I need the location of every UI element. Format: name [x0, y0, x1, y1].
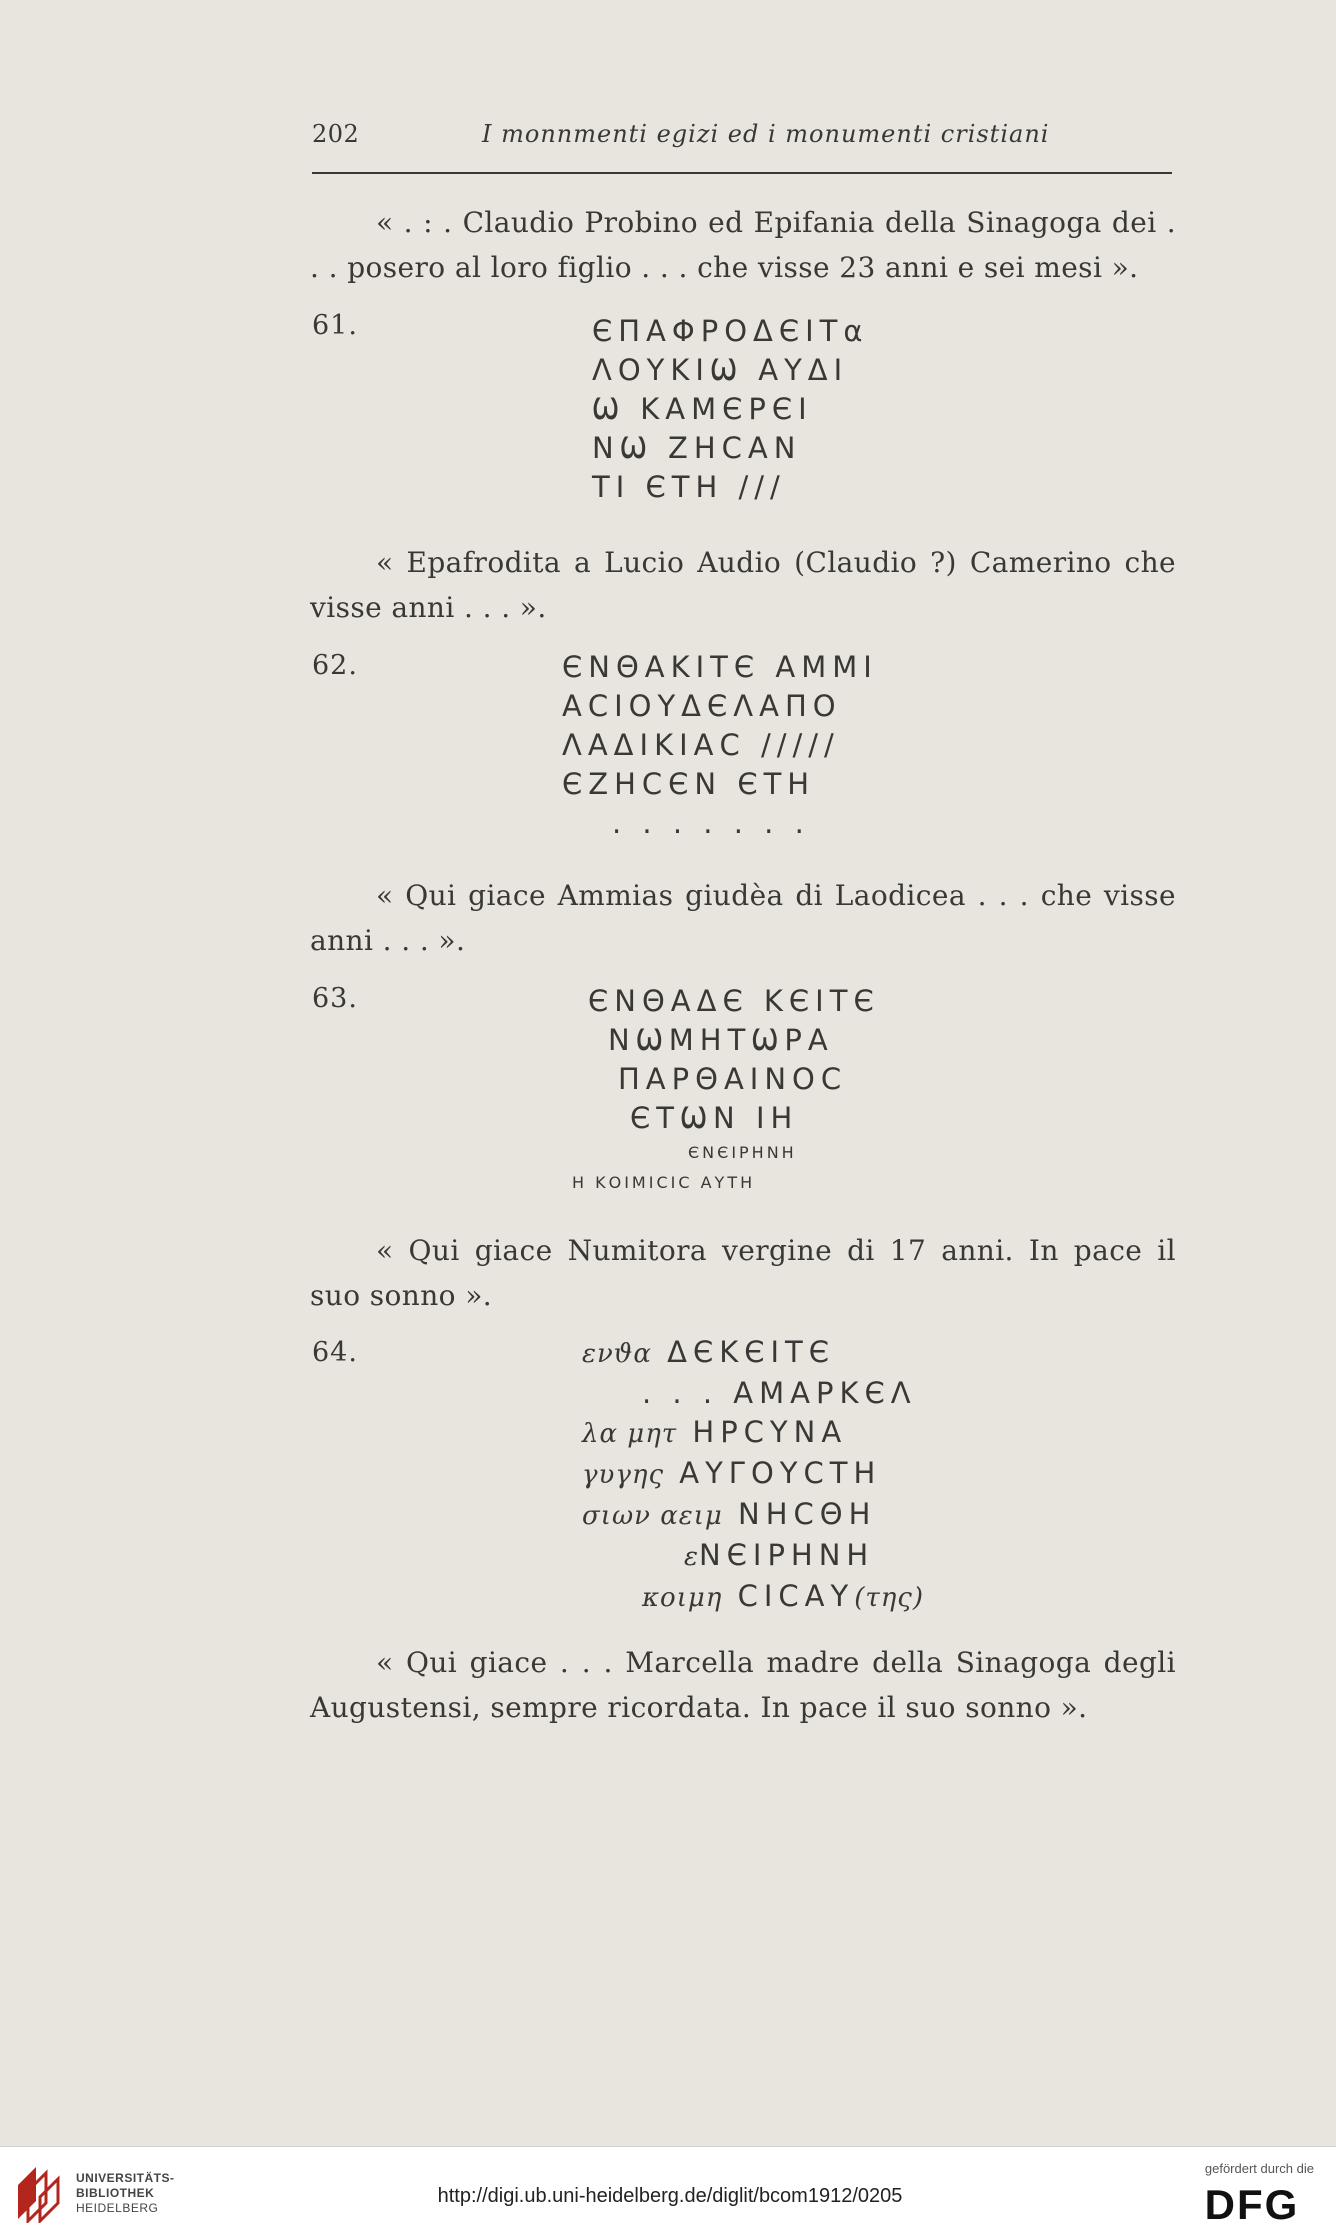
inscription-line: ΑϹΙΟΥΔЄΛΑΠΟ [562, 689, 842, 723]
cursive-text: σιων αειμ [582, 1501, 723, 1531]
inscription-61 [592, 312, 869, 507]
cursive-text: (της) [854, 1583, 925, 1613]
inscription-line: ЄΝΘΑΚΙΤЄ ΑΜΜΙ [562, 650, 878, 684]
inscription-62 [562, 648, 878, 843]
translation-paragraph-1 [310, 200, 1176, 290]
capital-text: ΔЄΚЄΙΤЄ [667, 1335, 835, 1369]
translation-paragraph-2 [310, 540, 1176, 630]
inscription-number-61: 61. [312, 310, 358, 341]
cursive-text: γυγης [582, 1460, 665, 1490]
inscription-63 [572, 982, 880, 1198]
inscription-line: ΛΟΥΚΙѠ ΑΥΔΙ [592, 353, 849, 387]
header-rule [312, 172, 1172, 174]
viewer-footer [0, 2146, 1336, 2239]
inscription-line: ΝѠ ΖΗϹΑΝ [592, 431, 802, 465]
inscription-line [582, 1454, 924, 1495]
cursive-text: κοιμη [642, 1583, 723, 1613]
inscription-line: ΠΑΡΘΑΙΝΟϹ [618, 1062, 848, 1096]
inscription-line: ЄΤѠΝ ΙΗ [630, 1101, 799, 1135]
capital-text: ϹΙϹΑΥ [737, 1579, 855, 1613]
inscription-line: ЄΝΘΑΔЄ ΚЄΙΤЄ [588, 984, 880, 1018]
inscription-line [582, 1413, 924, 1454]
translation-paragraph-4 [310, 1228, 1176, 1318]
inscription-line: ΤΙ ЄΤΗ /// [592, 470, 786, 504]
institution-line: BIBLIOTHEK [76, 2186, 155, 2200]
funding-caption: gefördert durch die [1204, 2161, 1314, 2176]
inscription-line-small: Η ΚΟΙΜΙϹΙϹ ΑΥΤΗ [572, 1173, 756, 1192]
capital-text: ΗΡϹΥΝΑ [692, 1415, 848, 1449]
inscription-number-62: 62. [312, 650, 358, 681]
institution-line: UNIVERSITÄTS- [76, 2171, 175, 2185]
page-number: 202 [312, 120, 360, 148]
inscription-line [582, 1536, 924, 1577]
inscription-line: ΝѠΜΗΤѠΡΑ [608, 1023, 834, 1057]
cursive-text: ενϑα [582, 1339, 652, 1369]
institution-line: HEIDELBERG [76, 2201, 159, 2215]
running-title: I monnmenti egizi ed i monumenti cristiani [482, 120, 1050, 148]
university-library-name[interactable] [76, 2171, 175, 2216]
inscription-line: ЄΠΑΦΡΟΔЄΙΤα [592, 314, 869, 348]
capital-text: ΑΥΓΟΥϹΤΗ [679, 1456, 882, 1490]
university-library-logo-icon[interactable] [14, 2163, 66, 2223]
paragraph-text: « . : . Claudio Probino ed Epifania della Sinagoga dei . . . posero al loro figlio . . . che visse 23 anni e sei mesi ». [310, 206, 1176, 284]
paragraph-text: « Qui giace Ammias giudèa di Laodicea . . . che visse anni . . . ». [310, 879, 1176, 957]
translation-paragraph-5 [310, 1640, 1176, 1730]
cursive-text: λα μητ [582, 1419, 678, 1449]
inscription-line [582, 1495, 924, 1536]
paragraph-text: « Epafrodita a Lucio Audio (Claudio ?) Camerino che visse anni . . . ». [310, 546, 1176, 624]
cursive-text: ε [684, 1542, 699, 1572]
inscription-line: ΛΑΔΙΚΙΑϹ ///// [562, 728, 840, 762]
capital-text: ΝΗϹΘΗ [738, 1497, 877, 1531]
inscription-line [582, 1577, 924, 1618]
inscription-line: . . . . . . . [612, 806, 810, 840]
inscription-number-64: 64. [312, 1337, 358, 1368]
inscription-line [582, 1333, 924, 1374]
dfg-logo-icon[interactable] [1188, 2181, 1316, 2225]
inscription-line-small: ЄΝЄΙΡΗΝΗ [688, 1143, 797, 1162]
inscription-line: ЄΖΗϹЄΝ ЄΤΗ [562, 767, 816, 801]
paragraph-text: « Qui giace . . . Marcella madre della Sinagoga degli Augustensi, sempre ricordata. In pace il suo sonno ». [310, 1646, 1176, 1724]
capital-text: ΝЄΙΡΗΝΗ [698, 1538, 875, 1572]
capital-text: . . . ΑΜΑΡΚЄΛ [642, 1376, 917, 1410]
inscription-64 [582, 1333, 924, 1618]
inscription-number-63: 63. [312, 983, 358, 1014]
inscription-line: Ѡ ΚΑΜЄΡЄΙ [592, 392, 813, 426]
paragraph-text: « Qui giace Numitora vergine di 17 anni. In pace il suo sonno ». [310, 1234, 1176, 1312]
dfg-logo-text: DFG [1204, 2181, 1300, 2225]
permalink-url[interactable]: http://digi.ub.uni-heidelberg.de/diglit/bcom1912/0205 [437, 2185, 903, 2207]
inscription-line [582, 1374, 924, 1413]
page-header [312, 120, 1172, 160]
translation-paragraph-3 [310, 873, 1176, 963]
